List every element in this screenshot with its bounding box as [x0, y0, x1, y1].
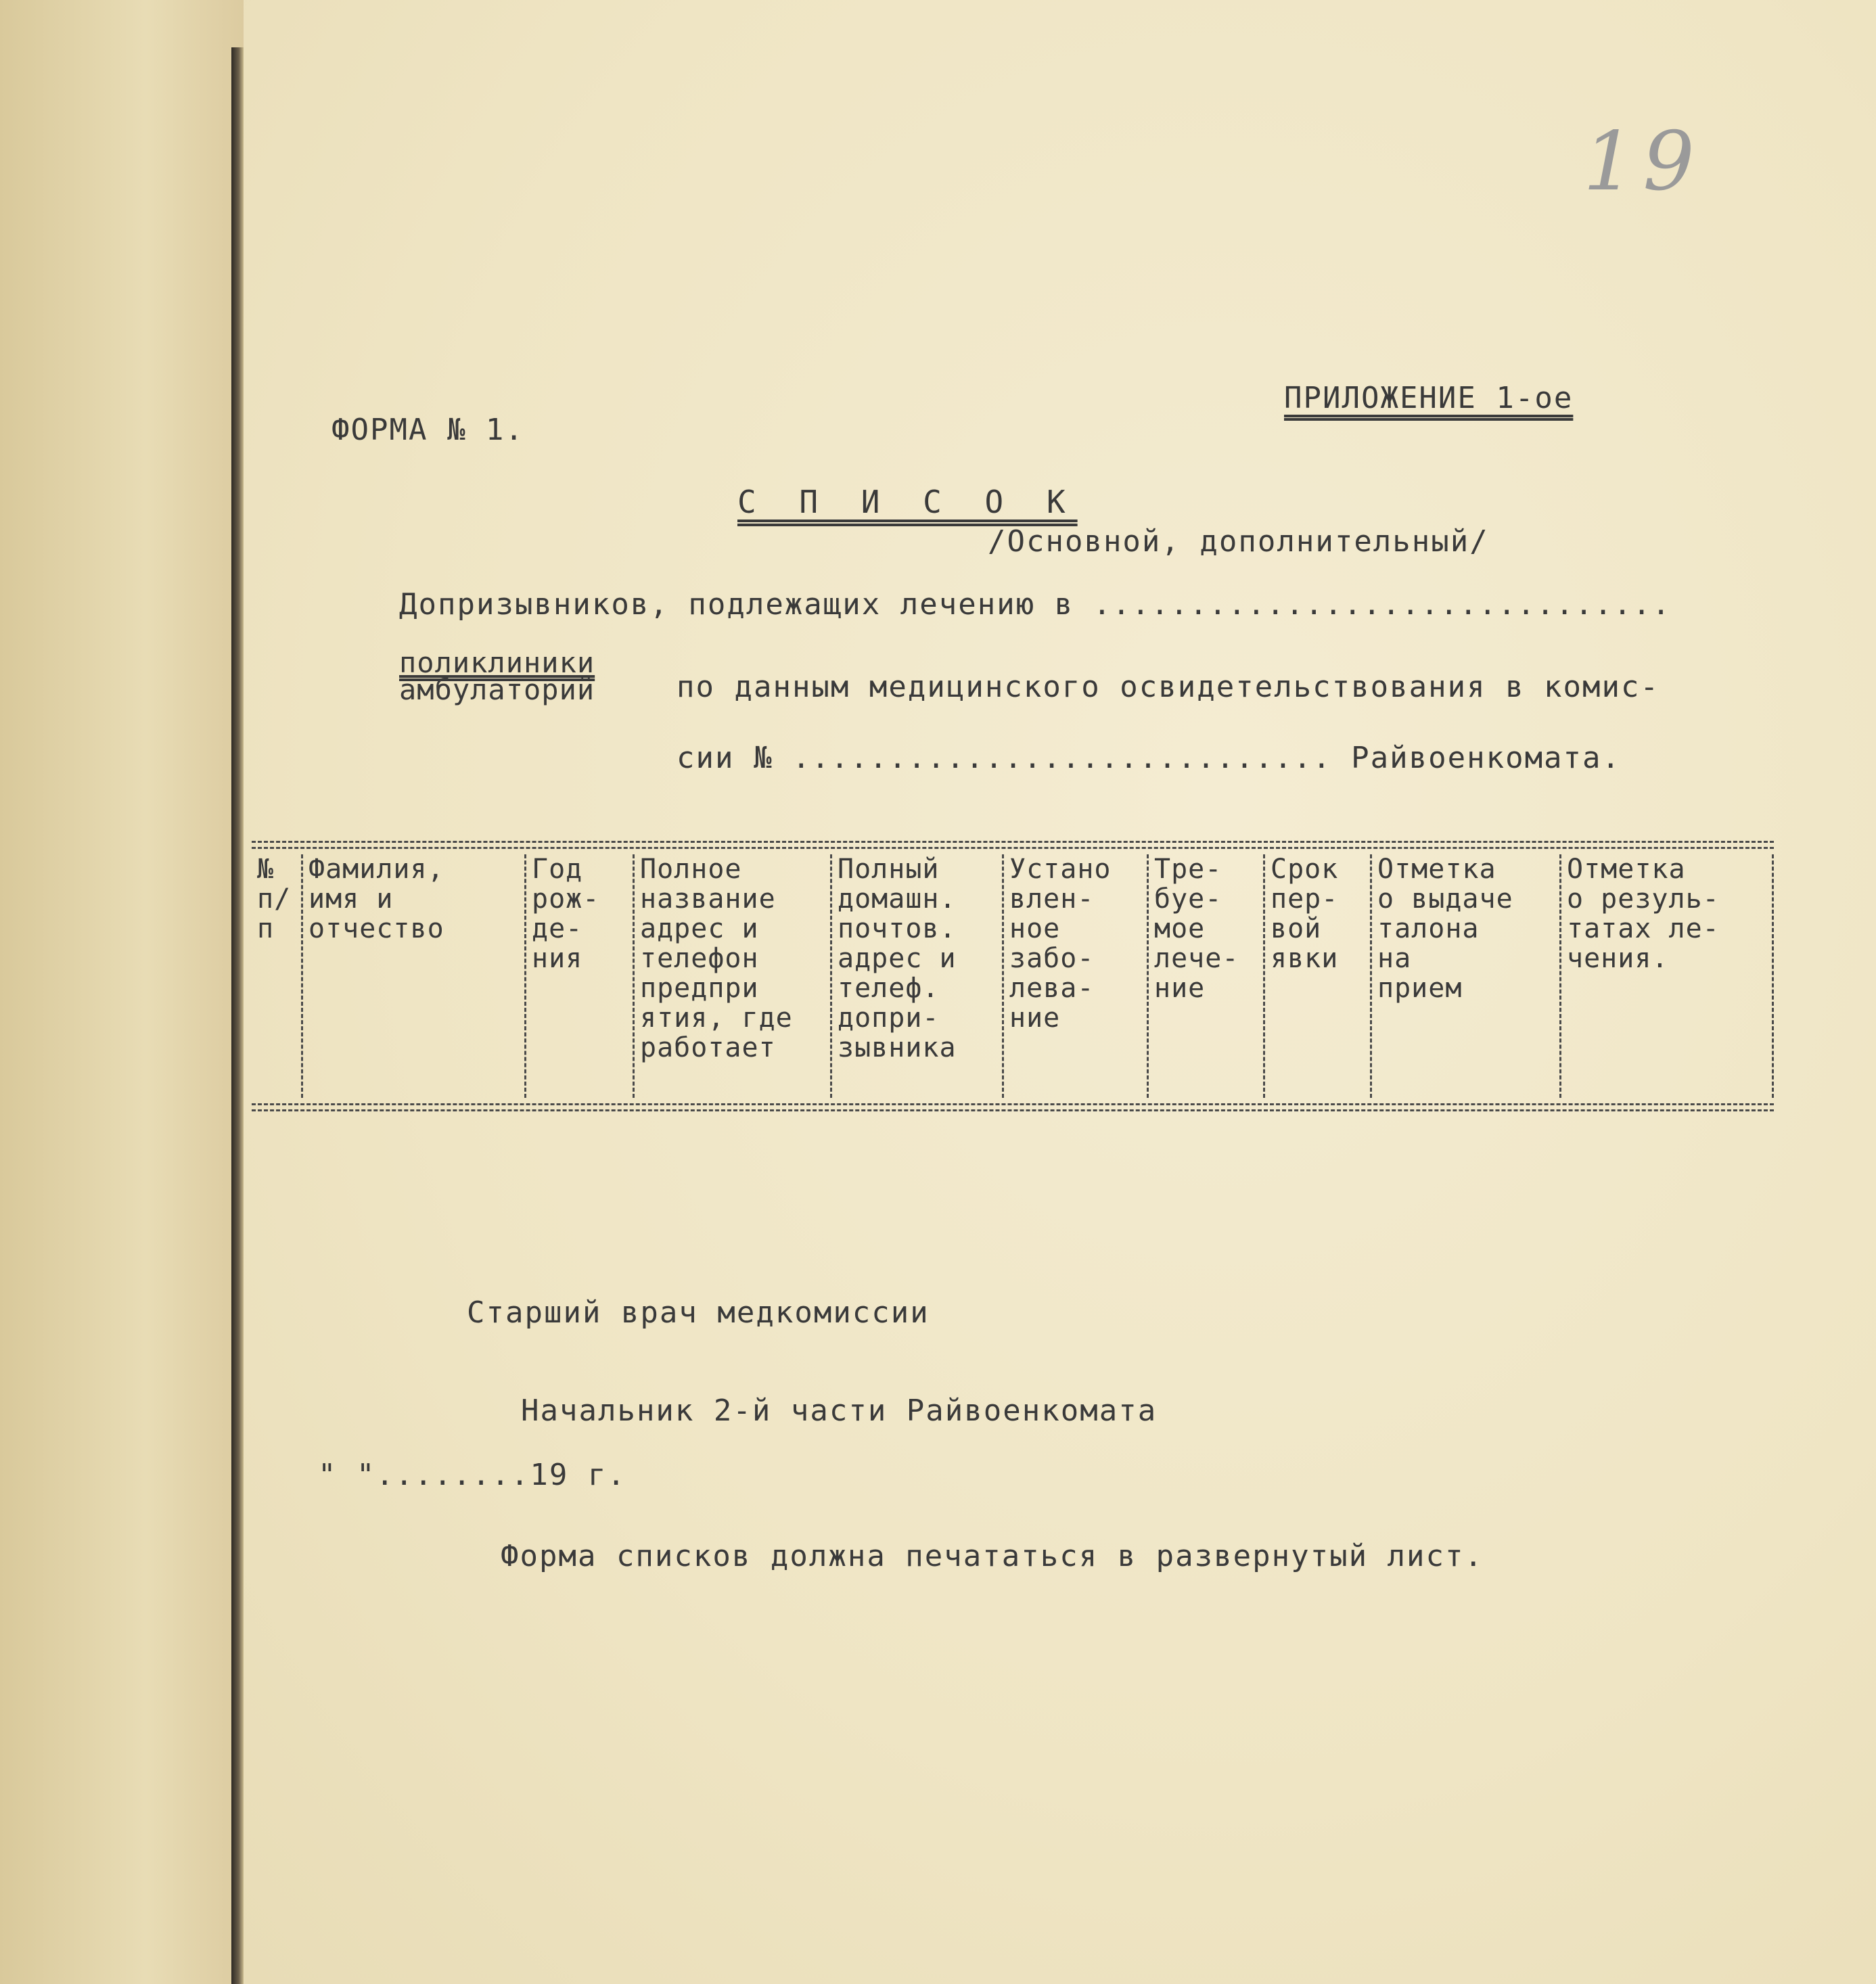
footnote: Форма списков должна печататься в развернутый лист. [501, 1539, 1484, 1573]
col-first-visit: Срок пер- вой явки [1265, 854, 1372, 1098]
col-number: № п/п [252, 854, 303, 1098]
col-treatment: Тре- буе- мое лече- ние [1149, 854, 1265, 1098]
col-birth-year: Год рож- де- ния [526, 854, 635, 1098]
form-table [252, 829, 1774, 1126]
form-label: ФОРМА № 1. [331, 413, 524, 447]
place-options [399, 646, 595, 706]
col-diagnosis: Устано влен- ное забо- лева- ние [1004, 854, 1149, 1098]
place-option-1: поликлиники [399, 646, 595, 679]
table-top-rule [252, 841, 1774, 849]
appendix-label: ПРИЛОЖЕНИЕ 1-ое [1284, 381, 1574, 415]
table-bottom-rule [252, 1103, 1774, 1111]
book-spine [231, 47, 244, 1984]
body-line-3: сии № ............................ Райвоенкомата. [677, 741, 1622, 775]
col-full-name: Фамилия, имя и отчество [303, 854, 526, 1098]
body-line-2: по данным медицинского освидетельствования в комис- [677, 670, 1660, 704]
signature-chief-doctor: Старший врач медкомиссии [467, 1295, 930, 1330]
col-home-address: Полный домашн. почтов. адрес и телеф. допри- зывника [832, 854, 1004, 1098]
document-title: С П И С О К [737, 484, 1078, 520]
signature-department-head: Начальник 2-й части Райвоенкомата [521, 1393, 1158, 1428]
page-number: 19 [1583, 115, 1703, 209]
title-note: /Основной, дополнительный/ [988, 524, 1489, 559]
left-page [0, 0, 244, 1984]
col-workplace: Полное название адрес и телефон предпри ятия, где работает [635, 854, 832, 1098]
date-line: " "........19 г. [318, 1458, 626, 1492]
place-option-2: амбулаторий [399, 673, 595, 706]
col-treatment-result: Отметка о резуль- татах ле- чения. [1561, 854, 1774, 1098]
col-ticket-issued: Отметка о выдаче талона на прием [1372, 854, 1561, 1098]
body-line-1: Допризывников, подлежащих лечению в .............................. [399, 587, 1672, 622]
